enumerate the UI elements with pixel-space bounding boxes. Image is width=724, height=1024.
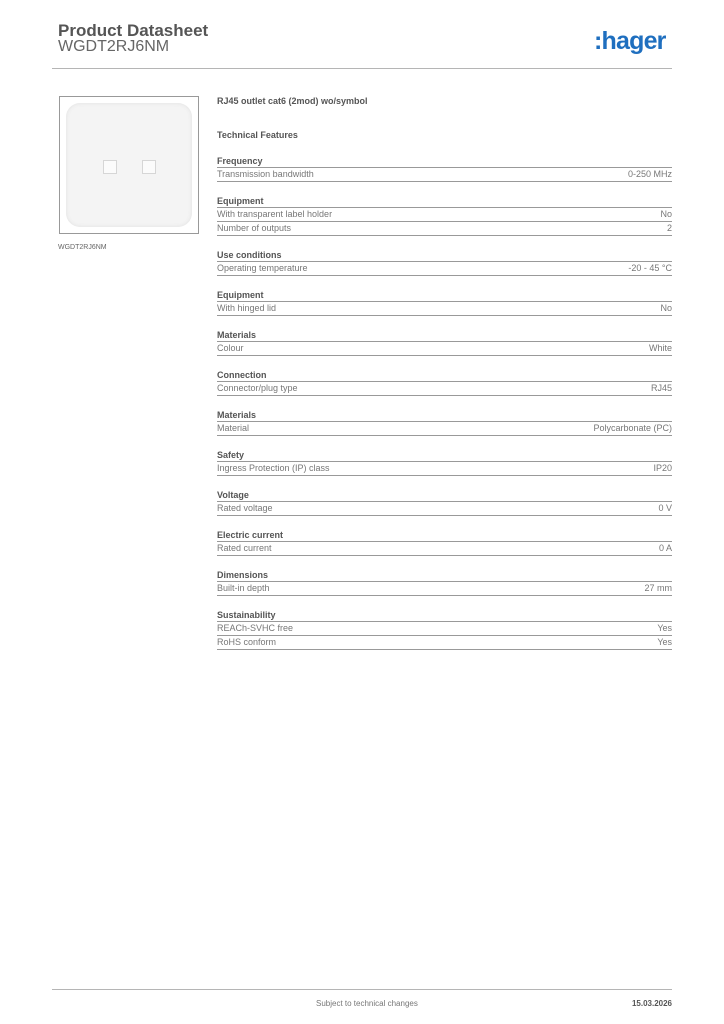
spec-row	[217, 462, 672, 476]
rj45-port-right	[142, 160, 156, 174]
page-title: Product Datasheet	[58, 21, 209, 40]
spec-group	[217, 289, 672, 316]
spec-group-title: Sustainability	[217, 609, 672, 622]
spec-value: 0 V	[658, 503, 672, 513]
footer-note: Subject to technical changes	[316, 999, 418, 1008]
spec-label: Built-in depth	[217, 583, 270, 593]
spec-group	[217, 195, 672, 236]
spec-group	[217, 529, 672, 556]
spec-row	[217, 422, 672, 436]
spec-label: RoHS conform	[217, 637, 277, 647]
spec-row	[217, 342, 672, 356]
spec-label: Material	[217, 423, 250, 433]
image-caption: WGDT2RJ6NM	[58, 244, 107, 251]
spec-group-title: Equipment	[217, 289, 672, 302]
spec-group	[217, 569, 672, 596]
spec-label: Ingress Protection (IP) class	[217, 463, 330, 473]
spec-group	[217, 609, 672, 650]
spec-value: IP20	[653, 463, 672, 473]
spec-group-title: Materials	[217, 329, 672, 342]
spec-group-title: Materials	[217, 409, 672, 422]
spec-row	[217, 262, 672, 276]
footer-divider	[52, 989, 672, 990]
technical-features-heading: Technical Features	[217, 130, 298, 140]
spec-row	[217, 542, 672, 556]
spec-group	[217, 155, 672, 182]
spec-value: RJ45	[650, 383, 672, 393]
spec-value: Polycarbonate (PC)	[593, 423, 672, 433]
spec-value: No	[660, 209, 672, 219]
header-divider	[52, 68, 672, 69]
spec-row	[217, 302, 672, 316]
spec-group-title: Connection	[217, 369, 672, 382]
spec-label: Transmission bandwidth	[217, 169, 314, 179]
spec-row	[217, 582, 672, 596]
spec-value: 0-250 MHz	[627, 169, 672, 179]
spec-value: 0 A	[658, 543, 672, 553]
spec-group-title: Equipment	[217, 195, 672, 208]
spec-label: Operating temperature	[217, 263, 308, 273]
spec-value: Yes	[657, 623, 672, 633]
spec-label: With hinged lid	[217, 303, 277, 313]
spec-value: No	[660, 303, 672, 313]
spec-group-title: Safety	[217, 449, 672, 462]
spec-row	[217, 636, 672, 650]
spec-group	[217, 489, 672, 516]
spec-row	[217, 168, 672, 182]
spec-group-title: Voltage	[217, 489, 672, 502]
spec-group	[217, 369, 672, 396]
spec-group-title: Frequency	[217, 155, 672, 168]
spec-label: Rated voltage	[217, 503, 273, 513]
spec-label: Connector/plug type	[217, 383, 298, 393]
spec-value: White	[648, 343, 672, 353]
page-subtitle: WGDT2RJ6NM	[58, 38, 170, 55]
spec-group	[217, 249, 672, 276]
spec-value: Yes	[657, 637, 672, 647]
spec-group-title: Electric current	[217, 529, 672, 542]
spec-group	[217, 409, 672, 436]
rj45-port-left	[103, 160, 117, 174]
spec-label: Rated current	[217, 543, 272, 553]
spec-row	[217, 222, 672, 236]
spec-label: Colour	[217, 343, 244, 353]
spec-label: Number of outputs	[217, 223, 292, 233]
spec-row	[217, 208, 672, 222]
spec-value: 2	[666, 223, 672, 233]
spec-row	[217, 502, 672, 516]
product-image	[59, 96, 199, 234]
spec-group	[217, 449, 672, 476]
spec-group-title: Dimensions	[217, 569, 672, 582]
product-name: RJ45 outlet cat6 (2mod) wo/symbol	[217, 96, 368, 106]
spec-group-title: Use conditions	[217, 249, 672, 262]
spec-value: 27 mm	[644, 583, 672, 593]
hager-logo: :hager	[594, 27, 666, 55]
spec-label: With transparent label holder	[217, 209, 333, 219]
spec-row	[217, 622, 672, 636]
spec-value: -20 - 45 °C	[628, 263, 672, 273]
spec-group	[217, 329, 672, 356]
outlet-plate	[66, 103, 192, 227]
spec-table	[217, 155, 672, 663]
footer-date: 15.03.2026	[631, 999, 672, 1008]
spec-label: REACh-SVHC free	[217, 623, 294, 633]
spec-row	[217, 382, 672, 396]
